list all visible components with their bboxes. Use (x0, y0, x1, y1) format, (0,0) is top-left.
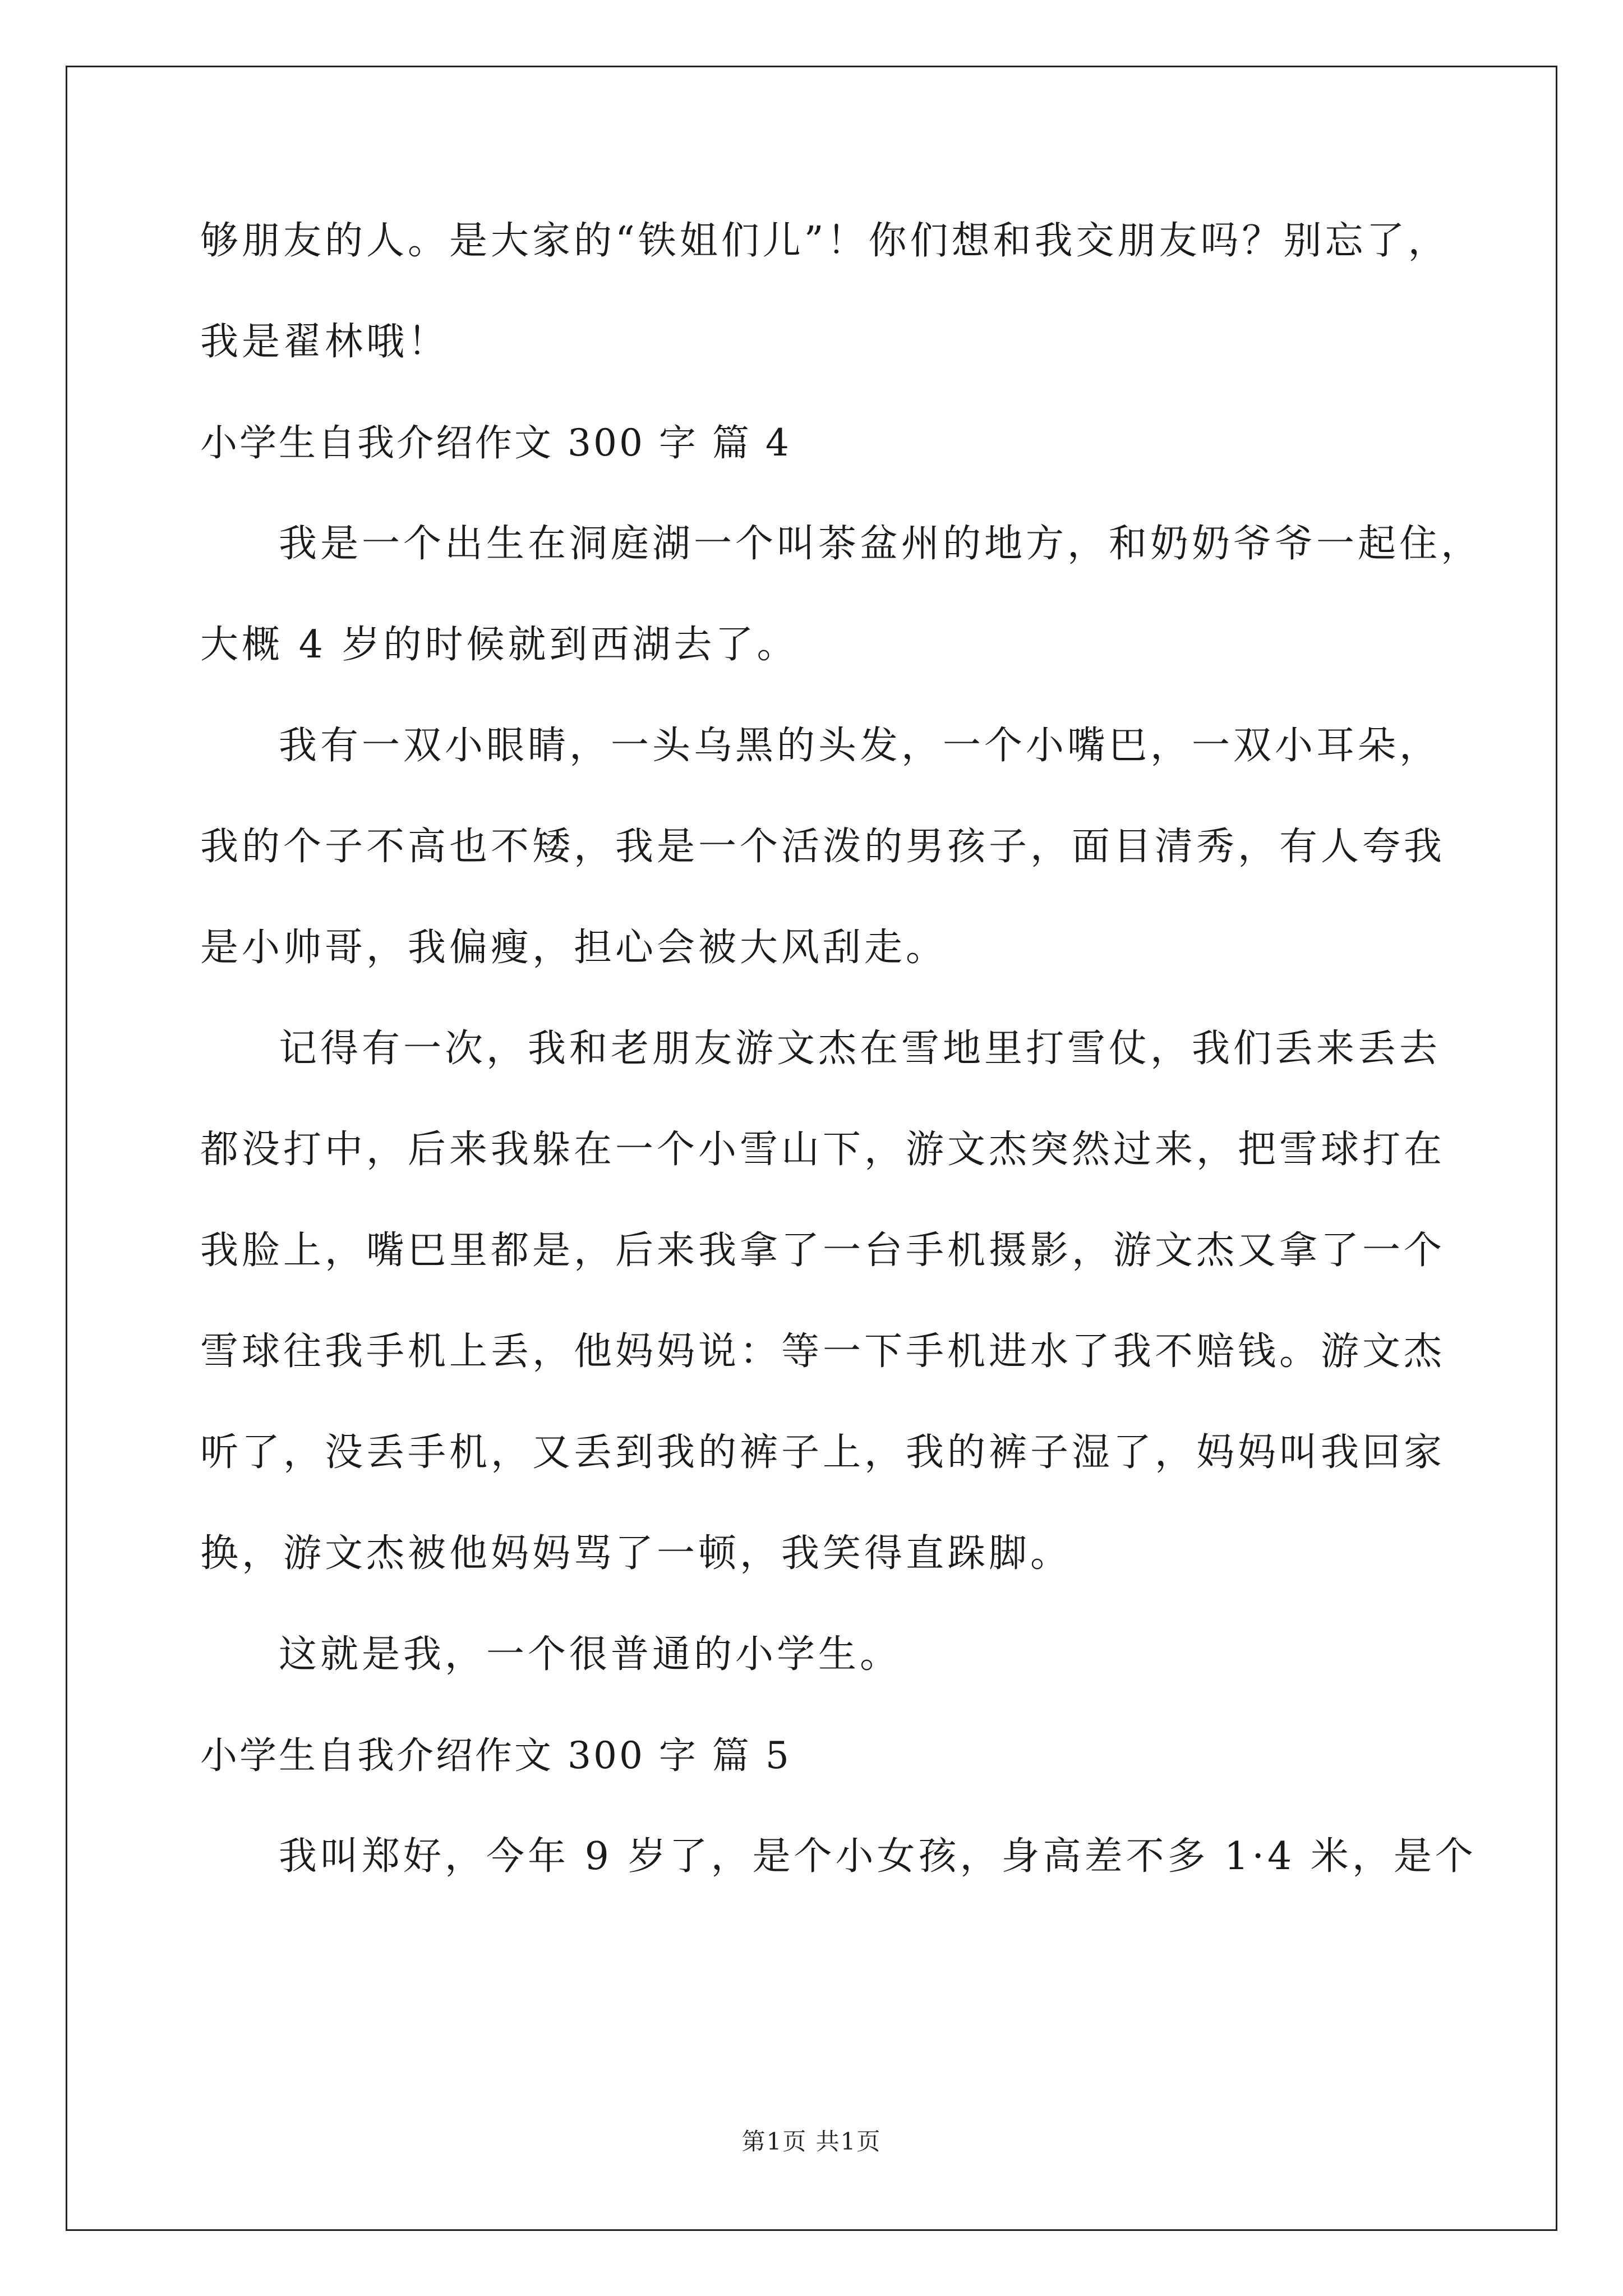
text-line: 够朋友的人。是大家的“铁姐们儿”！你们想和我交朋友吗？别忘了， (200, 219, 1450, 263)
section-heading: 小学生自我介绍作文 300 字 篇 4 (200, 421, 791, 464)
text-line: 大概 4 岁的时候就到西湖去了。 (200, 623, 799, 667)
text-line: 我脸上，嘴巴里都是，后来我拿了一台手机摄影，游文杰又拿了一个 (200, 1228, 1446, 1273)
text-line: 我是翟林哦！ (200, 320, 450, 364)
paragraph-start: 我有一双小眼睛，一头乌黑的头发，一个小嘴巴，一双小耳朵， (279, 724, 1441, 768)
text-line: 雪球往我手机上丢，他妈妈说：等一下手机进水了我不赔钱。游文杰 (200, 1329, 1446, 1374)
paragraph-start: 我叫郑好，今年 9 岁了，是个小女孩，身高差不多 1·4 米，是个 (279, 1834, 1477, 1879)
paragraph-start: 记得有一次，我和老朋友游文杰在雪地里打雪仗，我们丢来丢去 (279, 1027, 1441, 1071)
section-heading: 小学生自我介绍作文 300 字 篇 5 (200, 1734, 791, 1777)
text-line: 我的个子不高也不矮，我是一个活泼的男孩子，面目清秀，有人夸我 (200, 825, 1446, 869)
text-line: 换，游文杰被他妈妈骂了一顿，我笑得直跺脚。 (200, 1531, 1072, 1576)
document-body (200, 191, 1483, 1907)
paragraph-start: 这就是我，一个很普通的小学生。 (279, 1632, 902, 1677)
page-footer: 第1页 共1页 (741, 2128, 882, 2155)
paragraph-start: 我是一个出生在洞庭湖一个叫茶盆州的地方，和奶奶爷爷一起住， (279, 522, 1483, 566)
text-line: 是小帅哥，我偏瘦，担心会被大风刮走。 (200, 926, 948, 970)
text-line: 听了，没丢手机，又丢到我的裤子上，我的裤子湿了，妈妈叫我回家 (200, 1430, 1446, 1475)
text-line: 都没打中，后来我躲在一个小雪山下，游文杰突然过来，把雪球打在 (200, 1128, 1446, 1172)
